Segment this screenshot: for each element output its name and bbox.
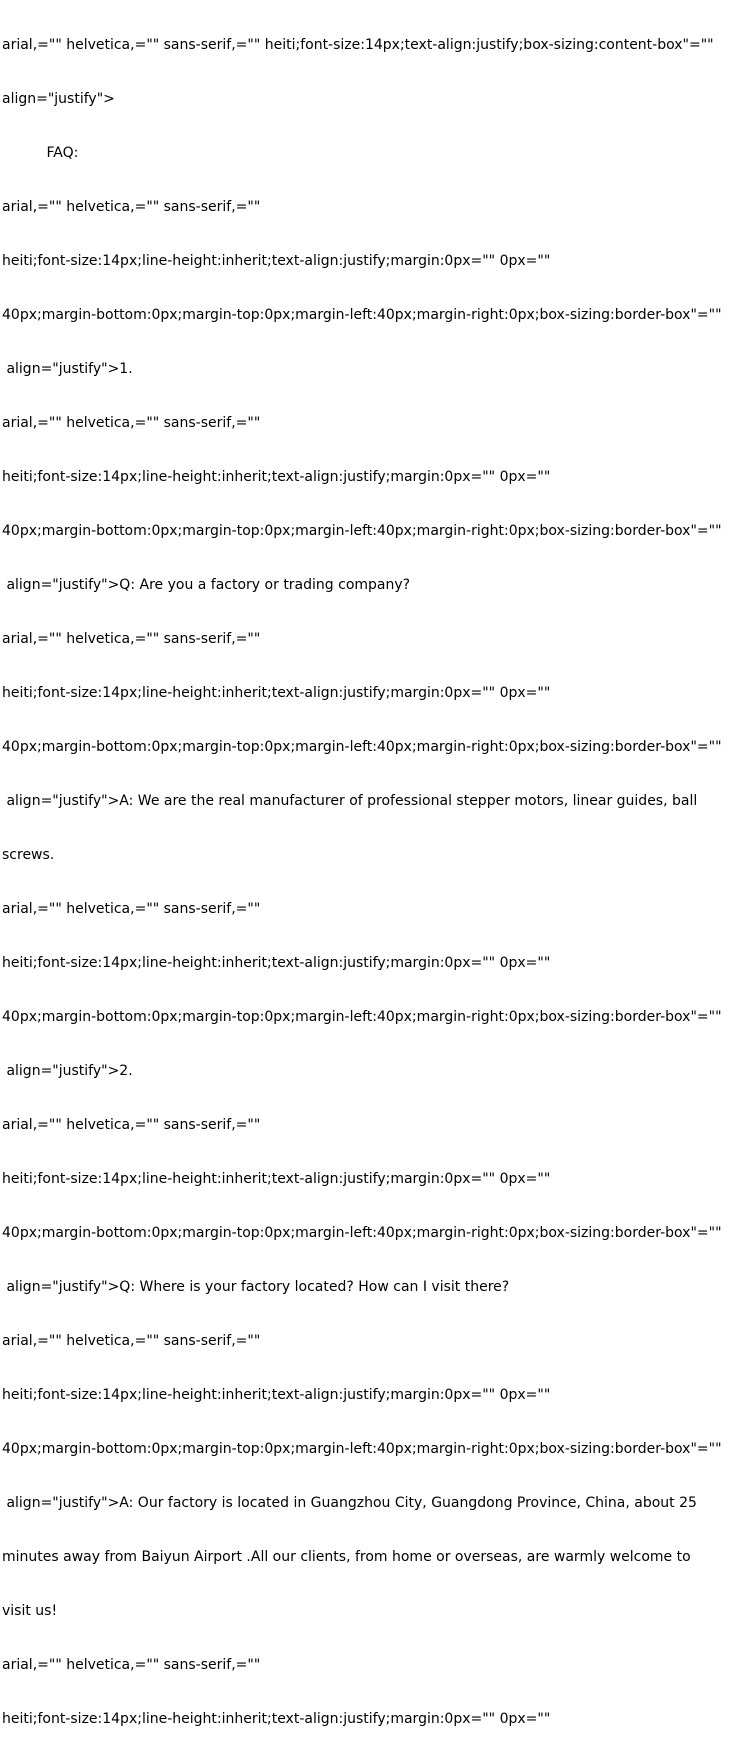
- text-line: heiti;font-size:14px;line-height:inherit;text-align:justify;margin:0px="" 0px="": [2, 1171, 551, 1187]
- text-line: arial,="" helvetica,="" sans-serif,="": [2, 901, 261, 917]
- text-line: 40px;margin-bottom:0px;margin-top:0px;margin-left:40px;margin-right:0px;box-sizing:border-box"="": [2, 1225, 722, 1241]
- text-line: heiti;font-size:14px;line-height:inherit;text-align:justify;margin:0px="" 0px="": [2, 685, 551, 701]
- faq-question: align="justify">Q: Where is your factory located? How can I visit there?: [2, 1279, 510, 1295]
- text-line: arial,="" helvetica,="" sans-serif,="": [2, 1333, 261, 1349]
- faq-answer: align="justify">A: Our factory is located in Guangzhou City, Guangdong Province, China, about 25: [2, 1495, 697, 1511]
- faq-item-number: align="justify">1.: [2, 361, 133, 377]
- text-line: align="justify">: [2, 91, 115, 107]
- text-line: 40px;margin-bottom:0px;margin-top:0px;margin-left:40px;margin-right:0px;box-sizing:border-box"="": [2, 1009, 722, 1025]
- text-line: arial,="" helvetica,="" sans-serif,="": [2, 631, 261, 647]
- text-line: arial,="" helvetica,="" sans-serif,="": [2, 1117, 261, 1133]
- text-line: heiti;font-size:14px;line-height:inherit;text-align:justify;margin:0px="" 0px="": [2, 253, 551, 269]
- faq-answer: align="justify">A: We are the real manufacturer of professional stepper motors, linear guides, ball: [2, 793, 698, 809]
- text-line: heiti;font-size:14px;line-height:inherit;text-align:justify;margin:0px="" 0px="": [2, 1711, 551, 1727]
- text-line: heiti;font-size:14px;line-height:inherit;text-align:justify;margin:0px="" 0px="": [2, 955, 551, 971]
- text-line: arial,="" helvetica,="" sans-serif,="": [2, 1657, 261, 1673]
- text-line: 40px;margin-bottom:0px;margin-top:0px;margin-left:40px;margin-right:0px;box-sizing:border-box"="": [2, 523, 722, 539]
- text-line: arial,="" helvetica,="" sans-serif,="" heiti;font-size:14px;text-align:justify;box-sizing:content-box"="": [2, 37, 714, 53]
- text-line: heiti;font-size:14px;line-height:inherit;text-align:justify;margin:0px="" 0px="": [2, 1387, 551, 1403]
- text-line: arial,="" helvetica,="" sans-serif,="": [2, 415, 261, 431]
- text-line: 40px;margin-bottom:0px;margin-top:0px;margin-left:40px;margin-right:0px;box-sizing:border-box"="": [2, 1441, 722, 1457]
- faq-question: align="justify">Q: Are you a factory or trading company?: [2, 577, 411, 593]
- faq-item-number: align="justify">2.: [2, 1063, 133, 1079]
- faq-answer-continued: minutes away from Baiyun Airport .All our clients, from home or overseas, are warmly welcome to: [2, 1549, 691, 1565]
- text-line: 40px;margin-bottom:0px;margin-top:0px;margin-left:40px;margin-right:0px;box-sizing:border-box"="": [2, 307, 722, 323]
- document-body: [2, 0, 748, 1746]
- text-line: heiti;font-size:14px;line-height:inherit;text-align:justify;margin:0px="" 0px="": [2, 469, 551, 485]
- text-line: arial,="" helvetica,="" sans-serif,="": [2, 199, 261, 215]
- faq-answer-continued: screws.: [2, 847, 55, 863]
- faq-heading: FAQ:: [2, 145, 79, 161]
- faq-answer-continued: visit us!: [2, 1603, 58, 1619]
- text-line: 40px;margin-bottom:0px;margin-top:0px;margin-left:40px;margin-right:0px;box-sizing:border-box"="": [2, 739, 722, 755]
